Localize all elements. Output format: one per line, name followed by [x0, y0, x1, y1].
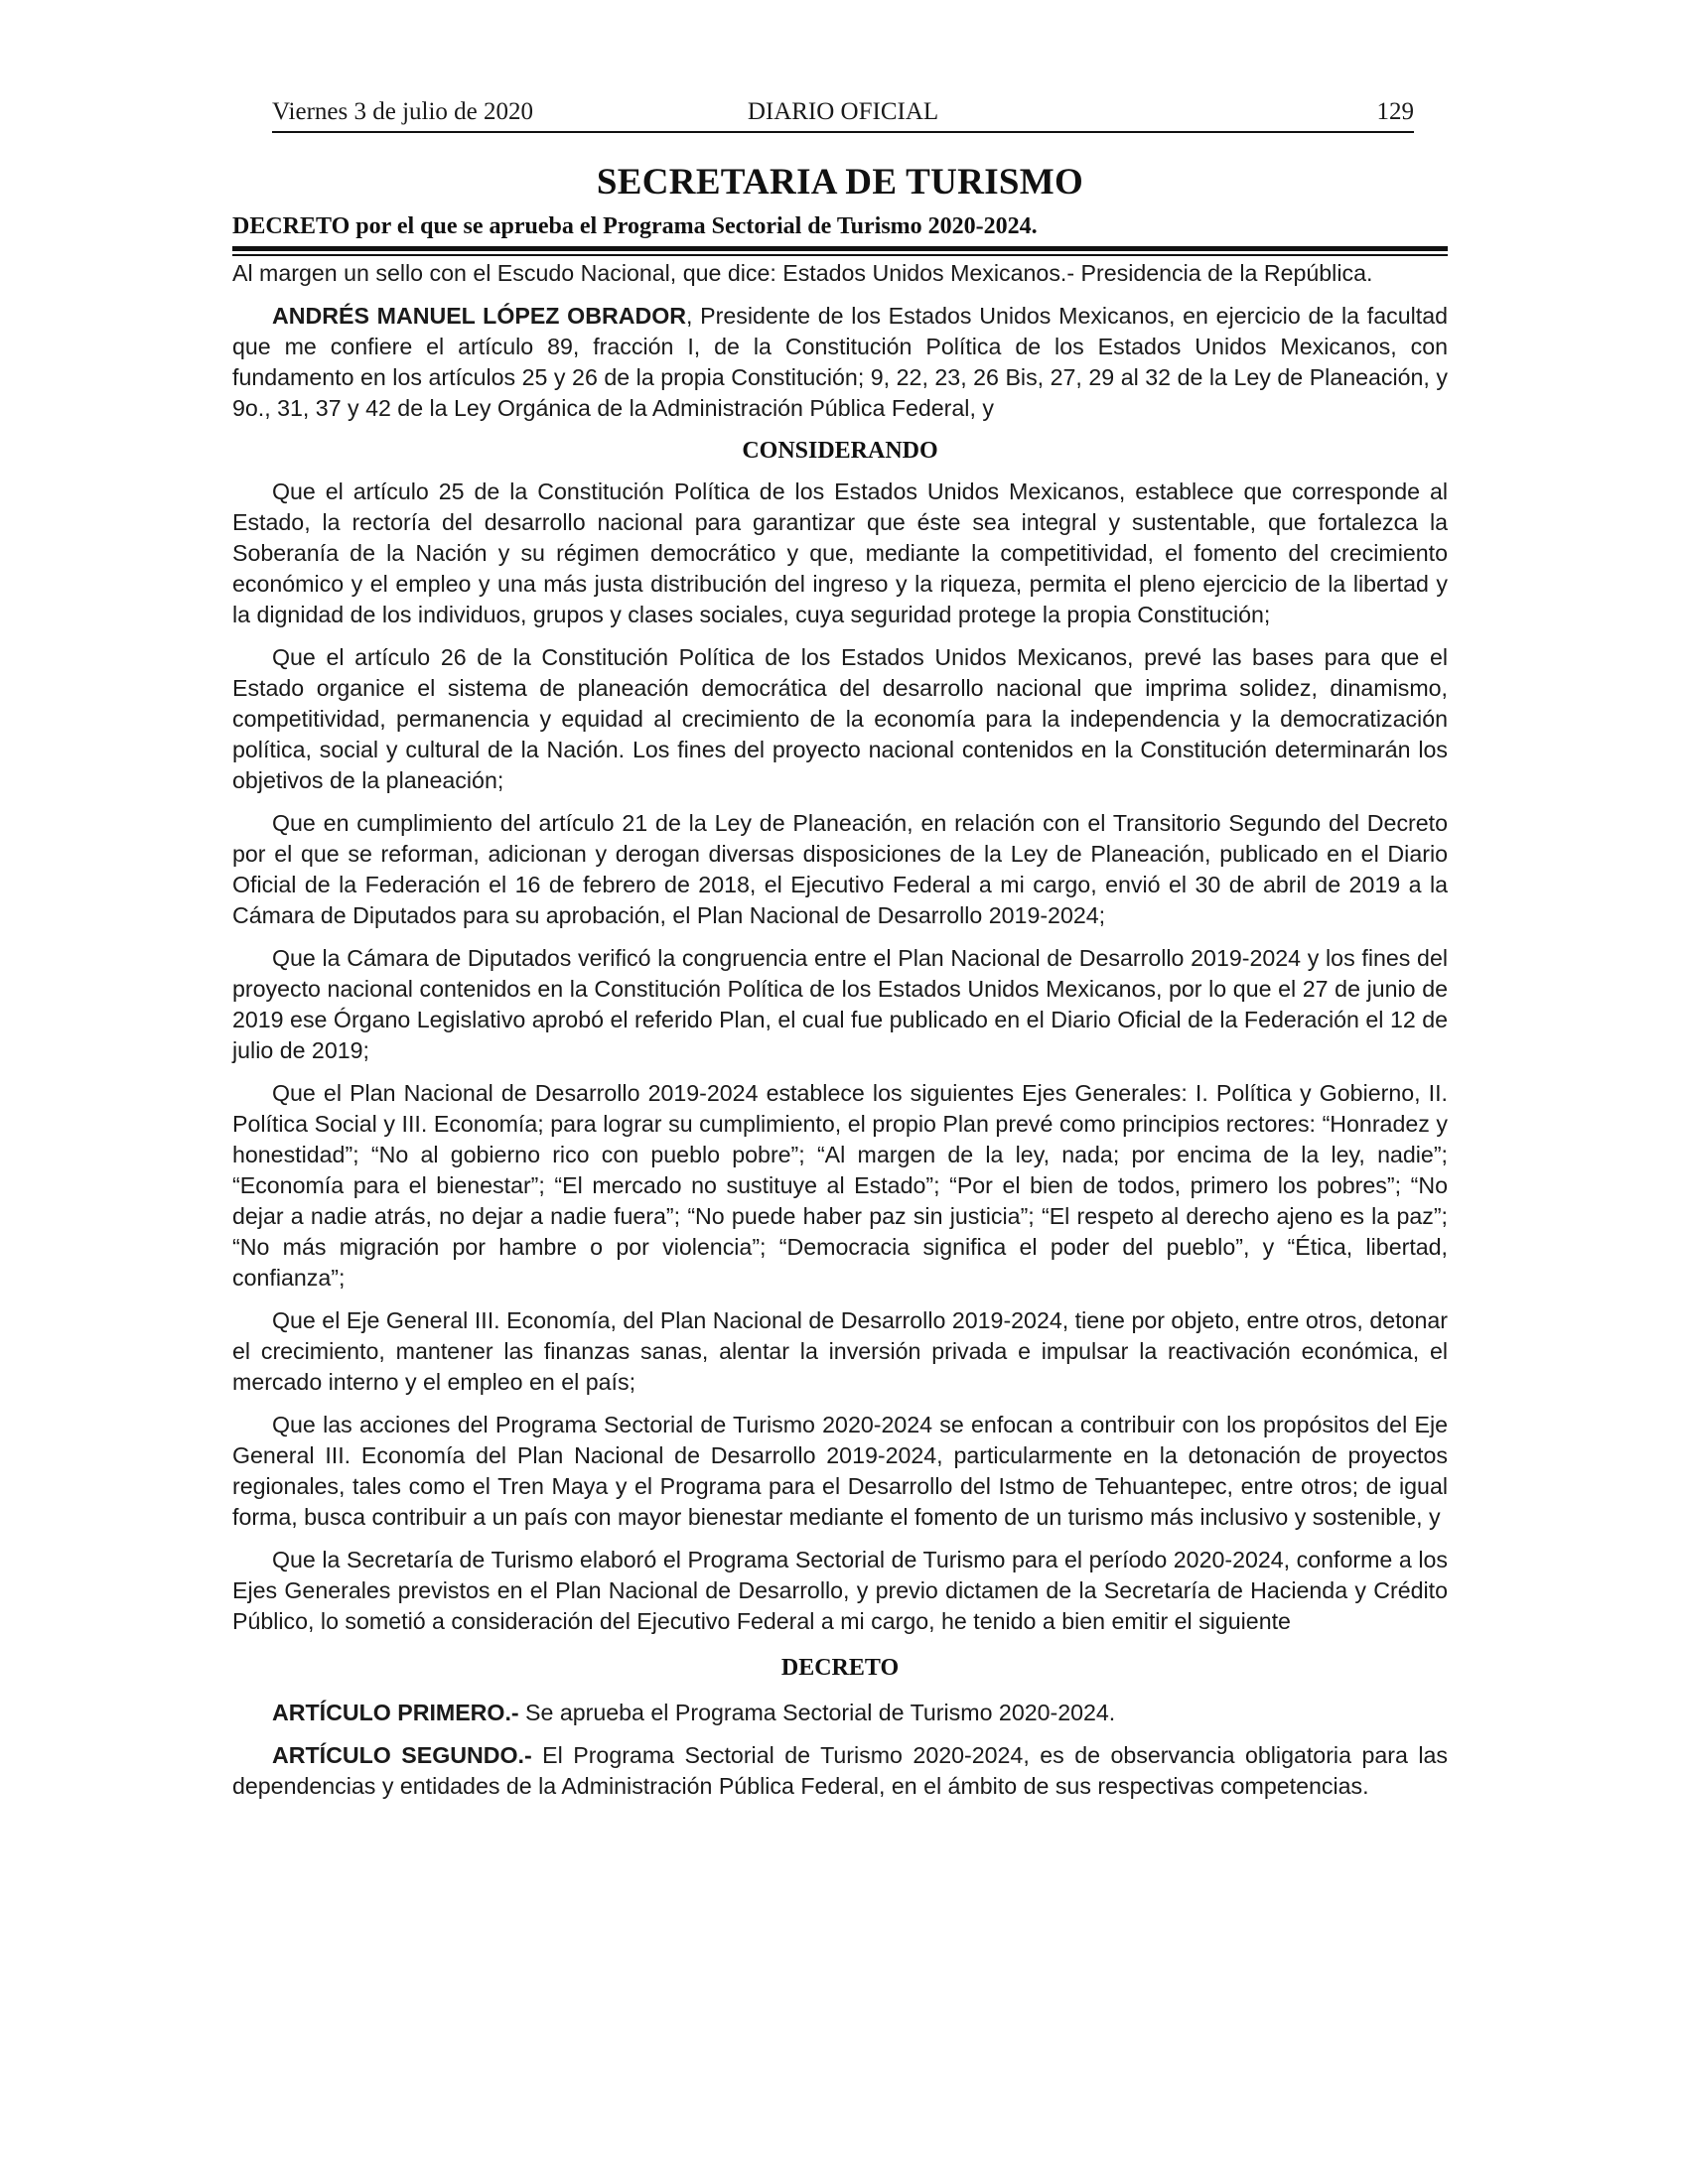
article-text: El Programa Sectorial de Turismo 2020-2024, es de observancia obligatoria para las dependencias y entidades de la Administración Pública Federal, en el ámbito de sus respectivas competencias. — [232, 1742, 1448, 1799]
header-journal-name: DIARIO OFICIAL — [747, 98, 939, 125]
decree-title: DECRETO por el que se aprueba el Programa Sectorial de Turismo 2020-2024. — [232, 213, 1038, 239]
considerando-paragraph: Que la Secretaría de Turismo elaboró el Programa Sectorial de Turismo para el período 2020-2024, conforme a los Ejes Generales previstos en el Plan Nacional de Desarrollo, y previo dictamen de la Secretaría de Hacienda y Crédito Público, lo sometió a consideración del Ejecutivo Federal a mi cargo, he tenido a bien emitir el siguiente — [232, 1547, 1448, 1634]
article-label: ARTÍCULO PRIMERO.- — [272, 1700, 519, 1725]
article-label: ARTÍCULO SEGUNDO.- — [272, 1742, 532, 1768]
article-second — [232, 1740, 1448, 1802]
seal-note: Al margen un sello con el Escudo Nacional, que dice: Estados Unidos Mexicanos.- Presidencia de la República. — [232, 260, 1373, 286]
considerando-paragraph: Que el Eje General III. Economía, del Plan Nacional de Desarrollo 2019-2024, tiene por objeto, entre otros, detonar el crecimiento, mantener las finanzas sanas, alentar la inversión privada e impulsar la reactivación económica, el mercado interno y el empleo en el país; — [232, 1307, 1448, 1395]
section-title: SECRETARIA DE TURISMO — [596, 162, 1084, 203]
considerando-paragraph: Que el artículo 26 de la Constitución Política de los Estados Unidos Mexicanos, prevé las bases para que el Estado organice el sistema de planeación democrática del desarrollo nacional que imprima solidez, dinamismo, competitividad, permanencia y equidad al crecimiento de la economía para la independencia y la democratización política, social y cultural de la Nación. Los fines del proyecto nacional contenidos en la Constitución determinarán los objetivos de la planeación; — [232, 644, 1448, 793]
preamble-paragraph — [232, 301, 1448, 424]
considerando-paragraph: Que en cumplimiento del artículo 21 de la Ley de Planeación, en relación con el Transitorio Segundo del Decreto por el que se reforman, adicionan y derogan diversas disposiciones de la Ley de Planeación, publicado en el Diario Oficial de la Federación el 16 de febrero de 2018, el Ejecutivo Federal a mi cargo, envió el 30 de abril de 2019 a la Cámara de Diputados para su aprobación, el Plan Nacional de Desarrollo 2019-2024; — [232, 810, 1448, 928]
header-page-number: 129 — [1376, 98, 1414, 125]
decreto-heading: DECRETO — [780, 1655, 900, 1681]
header-date: Viernes 3 de julio de 2020 — [272, 98, 534, 125]
title-rule-thin — [232, 254, 1448, 256]
considerando-paragraph: Que el Plan Nacional de Desarrollo 2019-2024 establece los siguientes Ejes Generales: I. Política y Gobierno, II. Política Social y III. Economía; para lograr su cumplimiento, el propio Plan prevé como principios rectores: “Honradez y honestidad”; “No al gobierno rico con pueblo pobre”; “Al margen de la ley, nada; por encima de la ley, nadie”; “Economía para el bienestar”; “El mercado no sustituye al Estado”; “Por el bien de todos, primero los pobres”; “No dejar a nadie atrás, no dejar a nadie fuera”; “No puede haber paz sin justicia”; “El respeto al derecho ajeno es la paz”; “No más migración por hambre o por violencia”; “Democracia significa el poder del pueblo”, y “Ética, libertad, confianza”; — [232, 1080, 1448, 1291]
article-text: Se aprueba el Programa Sectorial de Turismo 2020-2024. — [518, 1700, 1116, 1725]
document-page — [232, 95, 1448, 1814]
president-name: ANDRÉS MANUEL LÓPEZ OBRADOR — [272, 303, 686, 329]
document-body — [232, 258, 1448, 1802]
preamble-text: , Presidente de los Estados Unidos Mexicanos, en ejercicio de la facultad que me confiere el artículo 89, fracción I, de la Constitución Política de los Estados Unidos Mexicanos, con fundamento en los artículos 25 y 26 de la propia Constitución; 9, 22, 23, 26 Bis, 27, 29 al 32 de la Ley de Planeación, y 9o., 31, 37 y 42 de la Ley Orgánica de la Administración Pública Federal, y — [232, 303, 1448, 421]
running-header — [272, 95, 1414, 133]
title-rule-thick — [232, 246, 1448, 251]
considerando-paragraph: Que la Cámara de Diputados verificó la congruencia entre el Plan Nacional de Desarrollo 2019-2024 y los fines del proyecto nacional contenidos en la Constitución Política de los Estados Unidos Mexicanos, por lo que el 27 de junio de 2019 ese Órgano Legislativo aprobó el referido Plan, el cual fue publicado en el Diario Oficial de la Federación el 12 de julio de 2019; — [232, 945, 1448, 1063]
considerando-paragraph: Que las acciones del Programa Sectorial de Turismo 2020-2024 se enfocan a contribuir con los propósitos del Eje General III. Economía del Plan Nacional de Desarrollo 2019-2024, particularmente en la detonación de proyectos regionales, tales como el Tren Maya y el Programa para el Desarrollo del Istmo de Tehuantepec, entre otros; de igual forma, busca contribuir a un país con mayor bienestar mediante el fomento de un turismo más inclusivo y sostenible, y — [232, 1412, 1448, 1530]
article-first — [232, 1698, 1448, 1728]
considerando-paragraph: Que el artículo 25 de la Constitución Política de los Estados Unidos Mexicanos, establece que corresponde al Estado, la rectoría del desarrollo nacional para garantizar que éste sea integral y sustentable, que fortalezca la Soberanía de la Nación y su régimen democrático y que, mediante la competitividad, el fomento del crecimiento económico y el empleo y una más justa distribución del ingreso y la riqueza, permita el pleno ejercicio de la libertad y la dignidad de los individuos, grupos y clases sociales, cuya seguridad protege la propia Constitución; — [232, 478, 1448, 627]
considerando-heading: CONSIDERANDO — [742, 438, 938, 464]
